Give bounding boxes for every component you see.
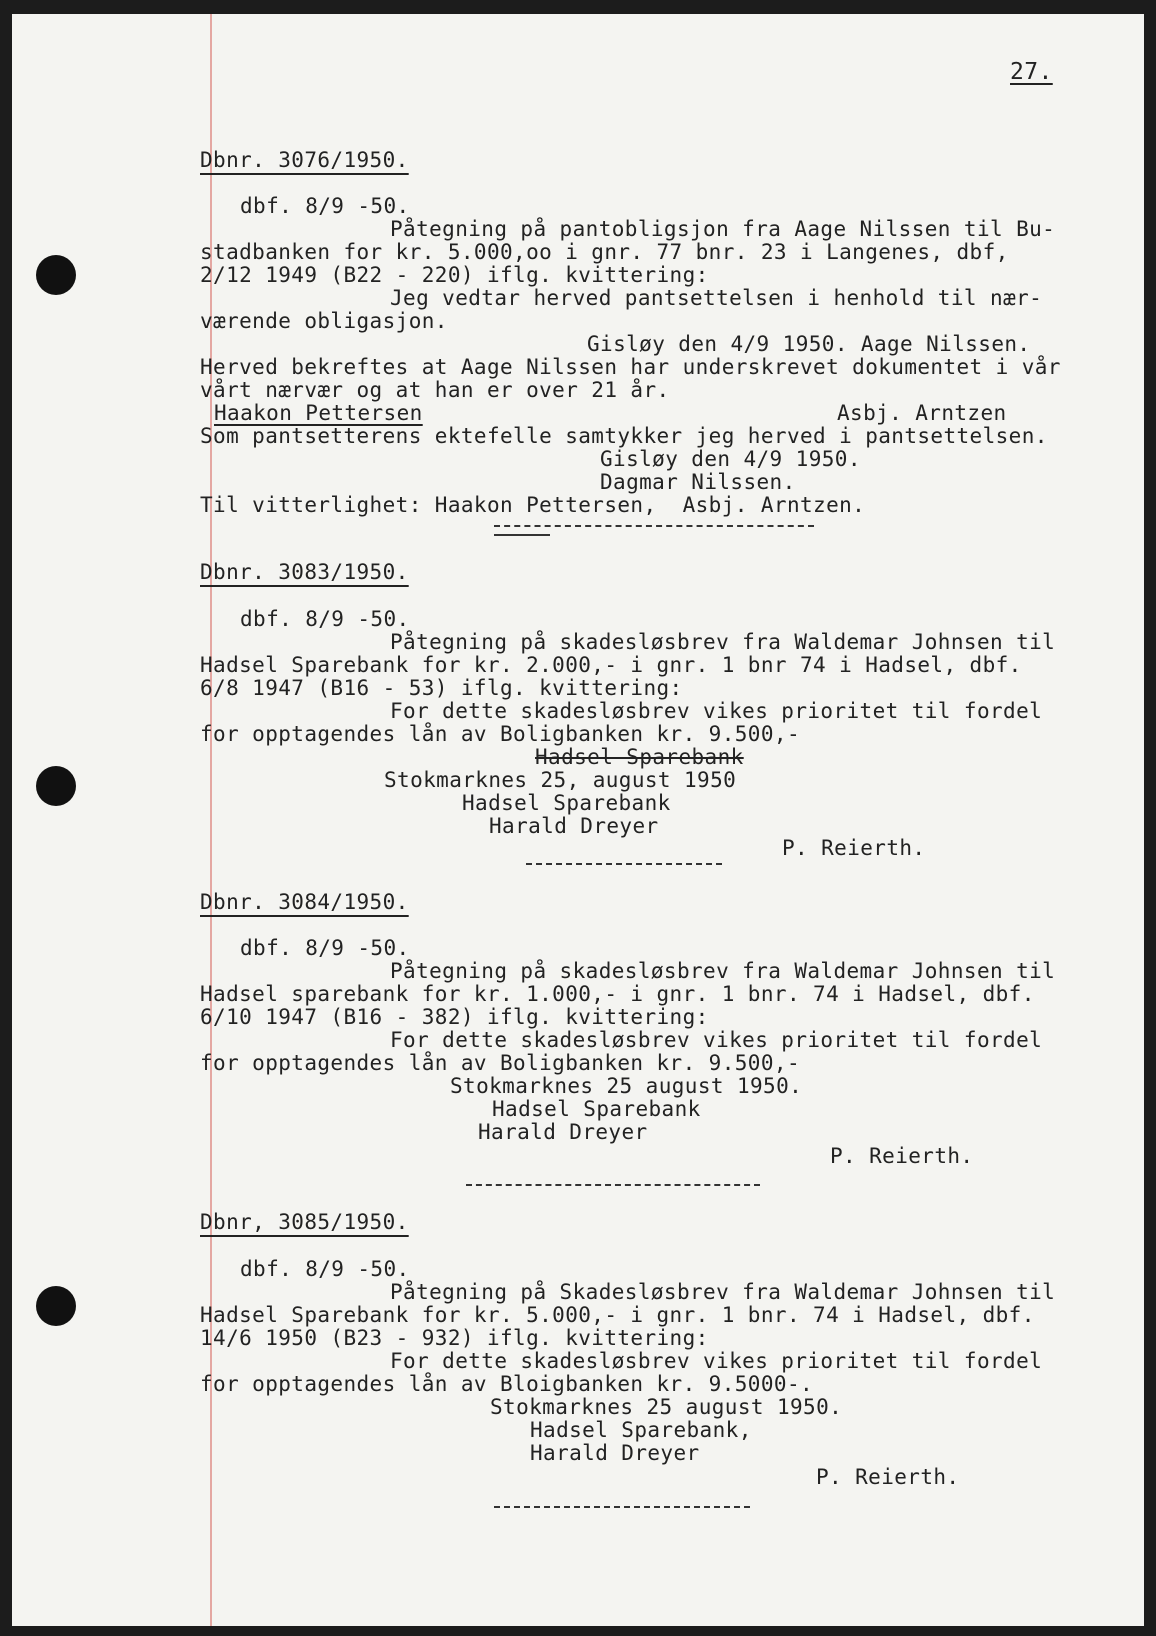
entry-line: Harald Dreyer [478,1120,648,1144]
entry-line: 2/12 1949 (B22 - 220) iflg. kvittering: [200,263,709,287]
entry-line: Påtegning på Skadesløsbrev fra Waldemar Johnsen til [390,1280,1056,1304]
entry-line: Til vitterlighet: Haakon Pettersen, Asbj. Arntzen. [200,493,866,517]
page-number: 27. [1010,59,1053,85]
ledger-page [12,14,1144,1626]
entry-line: Stokmarknes 25, august 1950 [384,768,737,792]
entry-line: P. Reierth. [830,1144,974,1168]
separator-rule [494,525,814,527]
entry-line: dbf. 8/9 -50. [240,607,410,631]
entry-line: Harald Dreyer [530,1441,700,1465]
entry-line: Hadsel Sparebank for kr. 5.000,- i gnr. 1 bnr. 74 i Hadsel, dbf. [200,1303,1035,1327]
entry-line: for opptagendes lån av Boligbanken kr. 9.500,- [200,722,800,746]
punch-hole [36,766,76,806]
entry-line: for opptagendes lån av Bloigbanken kr. 9.5000-. [200,1372,814,1396]
punch-hole [36,255,76,295]
witness-name: Asbj. Arntzen [837,401,1007,425]
entry-line: Hadsel Sparebank [462,791,671,815]
entry-line: P. Reierth. [782,836,926,860]
entry-line: Hadsel Sparebank [492,1097,701,1121]
entry-line: for opptagendes lån av Boligbanken kr. 9.500,- [200,1051,800,1075]
entry-title: Dbnr. 3076/1950. [200,148,409,172]
entry-line: 6/8 1947 (B16 - 53) iflg. kvittering: [200,676,683,700]
entry-line: For dette skadesløsbrev vikes prioritet til fordel [390,1028,1043,1052]
entry-title: Dbnr. 3084/1950. [200,890,409,914]
separator-rule [494,534,550,536]
entry-line: Stokmarknes 25 august 1950. [490,1395,843,1419]
entry-line: dbf. 8/9 -50. [240,1257,410,1281]
separator-rule [494,1506,750,1508]
entry-line: Hadsel sparebank for kr. 1.000,- i gnr. 1 bnr. 74 i Hadsel, dbf. [200,982,1035,1006]
separator-rule [526,863,722,865]
entry-title: Dbnr. 3083/1950. [200,560,409,584]
entry-line: Herved bekreftes at Aage Nilssen har underskrevet dokumentet i vår [200,355,1061,379]
entry-line: Som pantsetterens ektefelle samtykker jeg herved i pantsettelsen. [200,424,1048,448]
entry-line: Påtegning på skadesløsbrev fra Waldemar Johnsen til [390,959,1056,983]
entry-line: værende obligasjon. [200,309,448,333]
entry-line: Gisløy den 4/9 1950. [600,447,861,471]
witness-name: Haakon Pettersen [214,401,423,425]
entry-title: Dbnr, 3085/1950. [200,1210,409,1234]
punch-hole [36,1286,76,1326]
entry-line: 6/10 1947 (B16 - 382) iflg. kvittering: [200,1005,709,1029]
entry-line: Stokmarknes 25 august 1950. [450,1074,803,1098]
entry-line: Påtegning på pantobligsjon fra Aage Nilssen til Bu- [390,217,1056,241]
entry-line: 14/6 1950 (B23 - 932) iflg. kvittering: [200,1326,709,1350]
entry-line: For dette skadesløsbrev vikes prioritet til fordel [390,699,1043,723]
entry-line: Hadsel Sparebank, [530,1418,752,1442]
entry-line: Jeg vedtar herved pantsettelsen i henhold til nær- [390,286,1043,310]
entry-line: Påtegning på skadesløsbrev fra Waldemar Johnsen til [390,630,1056,654]
entry-line: stadbanken for kr. 5.000,oo i gnr. 77 bnr. 23 i Langenes, dbf, [200,240,1009,264]
separator-rule [466,1184,760,1186]
entry-line: dbf. 8/9 -50. [240,194,410,218]
entry-line: dbf. 8/9 -50. [240,936,410,960]
entry-line: vårt nærvær og at han er over 21 år. [200,378,670,402]
entry-line: For dette skadesløsbrev vikes prioritet til fordel [390,1349,1043,1373]
struck-text: Hadsel Sparebank [535,745,744,769]
entry-line: Harald Dreyer [489,814,659,838]
entry-line: Hadsel Sparebank for kr. 2.000,- i gnr. 1 bnr 74 i Hadsel, dbf. [200,653,1022,677]
entry-line: Gisløy den 4/9 1950. Aage Nilssen. [587,332,1031,356]
entry-line: Dagmar Nilssen. [600,470,796,494]
entry-line: P. Reierth. [816,1465,960,1489]
